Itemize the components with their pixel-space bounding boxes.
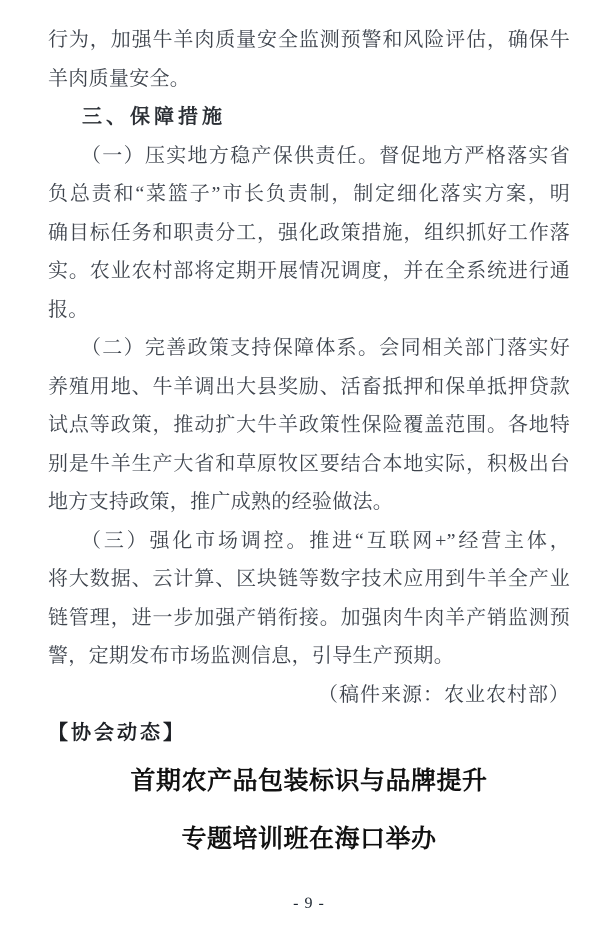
body-line: 报。	[48, 298, 89, 321]
article-title-line: 首期农产品包装标识与品牌提升	[130, 767, 488, 795]
paragraph-2	[48, 329, 570, 522]
body-line: 别是牛羊生产大省和草原牧区要结合本地实际，积极出台	[48, 452, 570, 475]
paragraph-1	[48, 137, 570, 330]
body-line: 实。农业农村部将定期开展情况调度，并在全系统进行通	[48, 260, 570, 282]
page-number: - 9 -	[293, 894, 325, 912]
body-line: （二）完善政策支持保障体系。会同相关部门落实好	[81, 337, 570, 359]
body-line: （三）强化市场调控。推进“互联网+”经营主体，	[81, 529, 570, 552]
continuation-paragraph	[48, 21, 570, 98]
article-title-line: 专题培训班在海口举办	[181, 825, 437, 853]
body-line: 羊肉质量安全。	[48, 67, 191, 90]
body-line: 行为，加强牛羊肉质量安全监测预警和风险评估，确保牛	[48, 29, 570, 51]
body-line: 警，定期发布市场监测信息，引导生产预期。	[48, 645, 454, 667]
article-title	[48, 753, 570, 869]
source-attribution: （稿件来源：农业农村部）	[318, 683, 570, 706]
body-line: 地方支持政策，推广成熟的经验做法。	[48, 491, 394, 513]
body-line: 确目标任务和职责分工，强化政策措施，组织抓好工作落	[48, 221, 570, 244]
body-line: 将大数据、云计算、区块链等数字技术应用到牛羊全产业	[48, 568, 570, 590]
paragraph-3	[48, 522, 570, 676]
body-line: 负总责和“菜篮子”市长负责制，制定细化落实方案，明	[48, 183, 570, 205]
body-line: （一）压实地方稳产保供责任。督促地方严格落实省	[81, 144, 570, 167]
body-line: 养殖用地、牛羊调出大县奖励、活畜抵押和保单抵押贷款	[48, 375, 570, 398]
body-line: 试点等政策，推动扩大牛羊政策性保险覆盖范围。各地特	[48, 414, 570, 436]
body-line: 链管理，进一步加强产销衔接。加强肉牛肉羊产销监测预	[48, 606, 570, 629]
document-body	[48, 21, 570, 915]
section-heading: 三、保障措施	[82, 106, 226, 128]
column-section-marker: 【协会动态】	[48, 722, 186, 744]
